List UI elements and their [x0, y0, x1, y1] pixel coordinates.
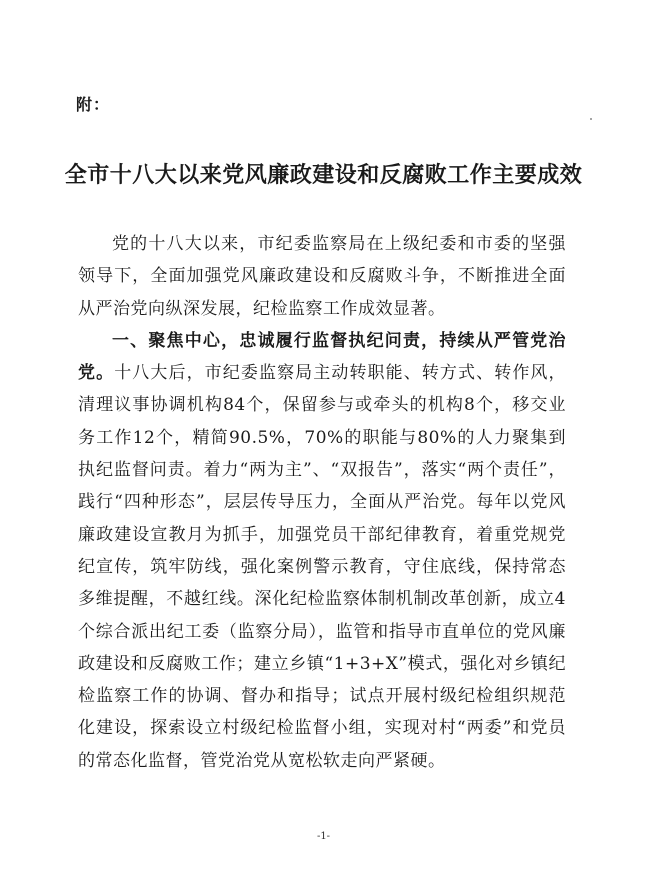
section-one-paragraph	[78, 325, 566, 777]
attachment-label: 附：	[76, 95, 111, 114]
section-one-heading: 一、聚焦中心，忠诚履行监督执纪问责，持续从严管党治党。	[78, 330, 566, 384]
scan-speck	[590, 118, 592, 120]
document-title: 全市十八大以来党风廉政建设和反腐败工作主要成效	[64, 162, 583, 188]
intro-paragraph	[78, 228, 566, 325]
page-number: -1-	[316, 831, 331, 842]
paragraph-text: 十八大后，市纪委监察局主动转职能、转方式、转作风，清理议事协调机构84个，保留参与或牵头的机构8个，移交业务工作12个，精简90.5%，70%的职能与80%的人力聚集到执纪监督问责。着力“两为主”、“双报告”，落实“两个责任”，践行“四种形态”，层层传导压力，全面从严治党。每年以党风廉政建设宣教月为抓手，加强党员干部纪律教育，着重党规党纪宣传，筑牢防线，强化案例警示教育，守住底线，保持常态多维提醒，不越红线。深化纪检监察体制机制改革创新，成立4个综合派出纪工委（监察分局），监管和指导市直单位的党风廉政建设和反腐败工作；建立乡镇“1+3+X”模式，强化对乡镇纪检监察工作的协调、督办和指导；试点开展村级纪检组织规范化建设，探索设立村级纪检监督小组，实现对村“两委”和党员的常态化监督，管党治党从宽松软走向严紧硬。	[78, 363, 567, 771]
paragraph-text: 党的十八大以来，市纪委监察局在上级纪委和市委的坚强领导下，全面加强党风廉政建设和反腐败斗争，不断推进全面从严治党向纵深发展，纪检监察工作成效显著。	[78, 234, 566, 319]
document-body	[78, 228, 566, 777]
